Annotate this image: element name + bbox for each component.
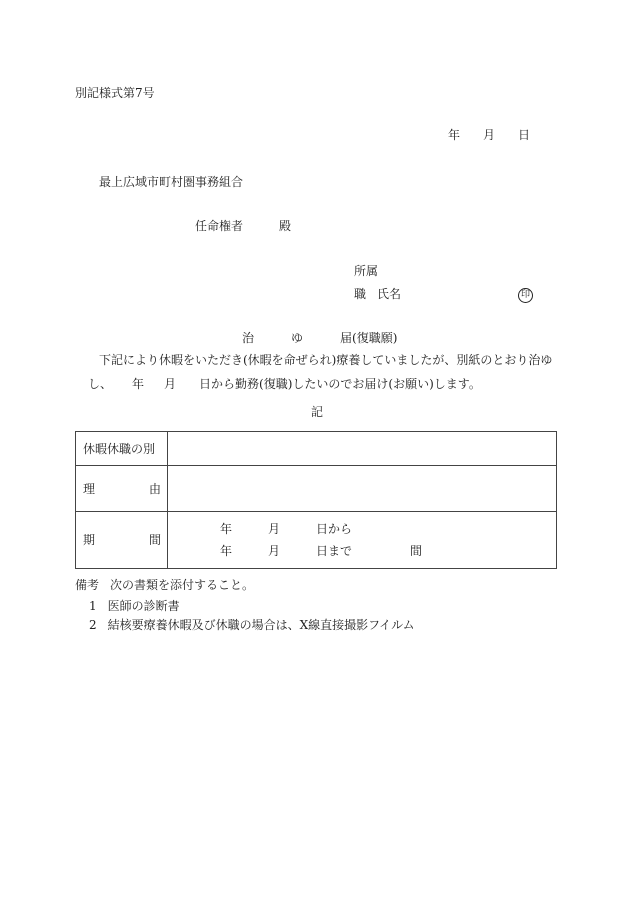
period-label-b: 間 xyxy=(148,533,161,547)
period-label-a: 期 xyxy=(83,533,96,547)
document-title xyxy=(242,332,397,344)
notes-item-2-text: 結核要療養休暇及び休職の場合は、X線直接撮影フイルム xyxy=(107,618,415,632)
title-part-3: 届(復職願) xyxy=(340,331,398,345)
notes-item-2-num: 2 xyxy=(89,618,97,632)
period-field[interactable] xyxy=(168,512,557,569)
applicant-name-line xyxy=(354,288,401,300)
reason-field[interactable] xyxy=(168,466,557,512)
notes-item-1-text: 医師の診断書 xyxy=(107,599,180,613)
body-line-2-start: し、 xyxy=(88,377,113,391)
honorific: 殿 xyxy=(279,219,292,233)
title-part-1: 治 xyxy=(242,331,255,345)
date-line xyxy=(448,129,530,141)
affiliation-label: 所属 xyxy=(354,264,379,278)
date-day: 日 xyxy=(518,128,531,142)
period-from-day: 日から xyxy=(316,522,353,536)
addressee xyxy=(195,220,291,232)
seal-mark xyxy=(518,287,533,303)
notes-item-2 xyxy=(89,619,415,631)
notes-title: 備考 xyxy=(75,578,100,592)
period-duration: 間 xyxy=(410,544,423,558)
body-year: 年 xyxy=(132,377,145,391)
body-month: 月 xyxy=(164,377,177,391)
organization-name: 最上広域市町村圏事務組合 xyxy=(99,175,244,189)
leave-type-field[interactable] xyxy=(168,432,557,466)
notes-heading xyxy=(75,579,254,591)
table-row-leave-type xyxy=(76,432,557,466)
table-row-reason xyxy=(76,466,557,512)
body-line-2 xyxy=(88,378,481,390)
title-part-2: ゆ xyxy=(291,331,304,345)
period-label xyxy=(76,512,168,569)
form-table xyxy=(75,431,557,569)
leave-type-label: 休暇休職の別 xyxy=(76,432,168,466)
job-label: 職 xyxy=(354,287,367,301)
body-line-1: 下記により休暇をいただき(休暇を命ぜられ)療養していましたが、別紙のとおり治ゆ xyxy=(99,353,553,367)
period-to-year: 年 xyxy=(220,544,233,558)
appointing-authority: 任命権者 xyxy=(195,219,244,233)
period-to-month: 月 xyxy=(268,544,281,558)
body-line-2-end: 日から勤務(復職)したいのでお届け(お願い)します。 xyxy=(199,377,481,391)
table-row-period xyxy=(76,512,557,569)
period-from-year: 年 xyxy=(220,522,233,536)
notes-item-1-num: 1 xyxy=(89,599,97,613)
date-year: 年 xyxy=(448,128,461,142)
period-to-day: 日まで xyxy=(316,544,353,558)
date-month: 月 xyxy=(483,128,496,142)
reason-label-b: 由 xyxy=(148,481,161,496)
period-from-month: 月 xyxy=(268,522,281,536)
form-number: 別記様式第7号 xyxy=(75,86,155,100)
seal-icon: 印 xyxy=(518,288,533,303)
notes-item-1 xyxy=(89,600,180,612)
period-to-line xyxy=(168,540,556,562)
reason-label-a: 理 xyxy=(83,481,96,496)
reason-label xyxy=(76,466,168,512)
notes-intro: 次の書類を添付すること。 xyxy=(110,578,255,592)
name-label: 氏名 xyxy=(377,287,402,301)
period-from-line xyxy=(168,518,556,540)
ki-heading: 記 xyxy=(311,405,324,419)
